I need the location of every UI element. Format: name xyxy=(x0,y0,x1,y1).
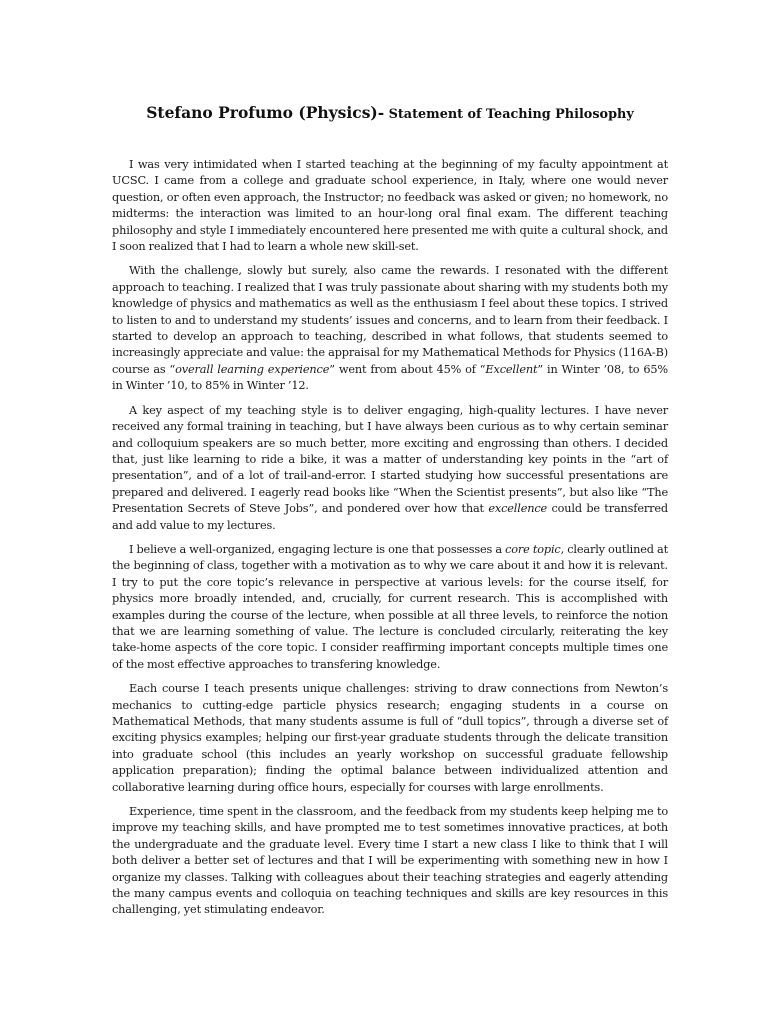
title-author: Stefano Profumo (Physics)- xyxy=(146,103,385,122)
text-run: I believe a well-organized, engaging lecture is one that possesses a xyxy=(129,542,506,556)
title-subtitle: Statement of Teaching Philosophy xyxy=(384,107,634,122)
italic-text-run: Excellent xyxy=(485,362,538,376)
paragraph xyxy=(112,157,668,255)
text-run: A key aspect of my teaching style is to deliver engaging, high-quality lectures. I have never received any formal training in teaching, but I have always been curious as to why certain seminar and colloquium speakers are so much better, more exciting and engrossing than others. I decided that, just like learning to ride a bike, it was a matter of understanding key points in the “art of presentation”, and of a lot of trail-and-error. I started studying how successful presentations are prepared and delivered. I eagerly read books like “When the Scientist presents”, but also like “The Presentation Secrets of Steve Jobs”, and pondered over how that xyxy=(112,403,668,516)
text-run: With the challenge, slowly but surely, also came the rewards. I resonated with the different approach to teaching. I realized that I was truly passionate about sharing with my students both my knowledge of physics and mathematics as well as the enthusiasm I feel about these topics. I strived to listen to and to understand my students’ issues and concerns, and to learn from their feedback. I started to develop an approach to teaching, described in what follows, that students seemed to increasingly appreciate and value: the appraisal for my Mathematical Methods for Physics (116A-B) course as “ xyxy=(112,264,668,376)
text-run: ” in Winter ’08, to 65% in Winter ’10, to 85% in Winter ’12. xyxy=(112,362,669,393)
text-run: , clearly outlined at the beginning of class, together with a motivation as to why we care about it and how it is relevant. I try to put the core topic’s relevance in perspective at various levels: for the course itself, for physics more broadly intended, and, crucially, for current research. This is accomplished with examples during the course of the lecture, when possible at all three levels, to reinforce the notion that we are learning something of value. The lecture is concluded circularly, reiterating the key take-home aspects of the core topic. I consider reaffirming important concepts multiple times one of the most effective approaches to transfering knowledge. xyxy=(112,542,668,671)
document-title xyxy=(112,103,668,122)
italic-text-run: overall learning experience xyxy=(175,362,330,376)
document-body xyxy=(112,157,668,927)
text-run: could be transferred and add value to my lectures. xyxy=(112,502,668,532)
document-page xyxy=(112,0,668,1024)
italic-text-run: excellence xyxy=(488,502,548,516)
text-run: Experience, time spent in the classroom, and the feedback from my students keep helping me to improve my teaching skills, and have prompted me to test sometimes innovative practices, at both the undergraduate and the graduate level. Every time I start a new class I like to think that I will both deliver a better set of lectures and that I will be experimenting with something new in how I organize my classes. Talking with colleagues about their teaching strategies and eagerly attending the many campus events and colloquia on teaching techniques and skills are key resources in this challenging, yet stimulating endeavor. xyxy=(112,805,668,917)
paragraph xyxy=(112,804,668,919)
text-run: ” went from about 45% of “ xyxy=(329,362,486,376)
paragraph xyxy=(112,403,668,534)
paragraph xyxy=(112,263,668,394)
paragraph xyxy=(112,681,668,796)
text-run: I was very intimidated when I started teaching at the beginning of my faculty appointment at UCSC. I came from a college and graduate school experience, in Italy, where one would never question, or often even approach, the Instructor; no feedback was asked or given; no homework, no midterms: the interaction was limited to an hour-long oral final exam. The different teaching philosophy and style I immediately encountered here presented me with quite a cultural shock, and I soon realized that I had to learn a whole new skill-set. xyxy=(112,158,668,254)
italic-text-run: core topic xyxy=(505,542,561,556)
text-run: Each course I teach presents unique challenges: striving to draw connections from Newton’s mechanics to cutting-edge particle physics research; engaging students in a course on Mathematical Methods, that many students assume is full of “dull topics”, through a diverse set of exciting physics examples; helping our first-year graduate students through the delicate transition into graduate school (this includes an yearly workshop on successful graduate fellowship application preparation); finding the optimal balance between individualized attention and collaborative learning during office hours, especially for courses with large enrollments. xyxy=(112,682,668,794)
paragraph xyxy=(112,542,668,673)
